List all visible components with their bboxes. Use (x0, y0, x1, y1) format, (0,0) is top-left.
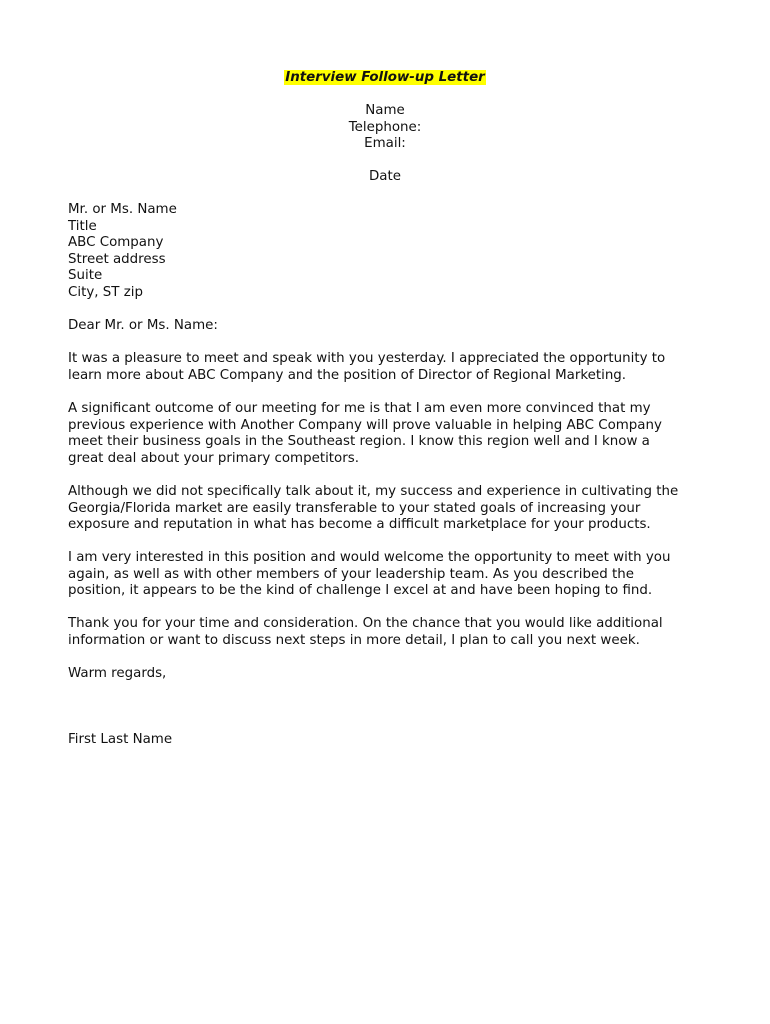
closing: Warm regards, (68, 666, 167, 681)
paragraph-line: again, as well as with other members of your leadership team. As you described the (68, 566, 634, 582)
recipient-name: Mr. or Ms. Name (68, 202, 177, 217)
recipient-city: City, ST zip (68, 284, 143, 300)
paragraph-line: exposure and reputation in what has become a difficult marketplace for your products. (68, 517, 651, 533)
title-container (0, 69, 770, 86)
salutation: Dear Mr. or Ms. Name: (68, 318, 218, 333)
letter-date: Date (368, 169, 401, 184)
recipient-block (68, 202, 708, 302)
paragraph-line: It was a pleasure to meet and speak with you yesterday. I appreciated the opportunity to (68, 351, 666, 366)
recipient-street: Street address (68, 251, 166, 267)
sender-email: Email: (364, 136, 406, 152)
paragraph-line: information or want to discuss next steps in more detail, I plan to call you next week. (68, 632, 640, 648)
paragraph-line: learn more about ABC Company and the position of Director of Regional Marketing. (68, 367, 627, 383)
paragraph-line: meet their business goals in the Southeast region. I know this region well and I know a (68, 434, 650, 450)
paragraph-line: A significant outcome of our meeting for me is that I am even more convinced that my (68, 401, 651, 416)
letter-title: Interview Follow-up Letter (285, 70, 485, 85)
paragraph-1 (68, 351, 708, 384)
paragraph-5 (68, 616, 708, 649)
paragraph-line: Georgia/Florida market are easily transferable to your stated goals of increasing your (68, 500, 641, 516)
paragraph-4 (68, 550, 708, 600)
sender-name: Name (365, 103, 405, 118)
signature-name: First Last Name (68, 732, 173, 747)
paragraph-line: Thank you for your time and consideration. On the chance that you would like additional (68, 616, 663, 631)
sender-telephone: Telephone: (348, 119, 422, 135)
paragraph-3 (68, 484, 708, 534)
recipient-suite: Suite (68, 268, 103, 284)
paragraph-line: position, it appears to be the kind of challenge I excel at and have been hoping to find. (68, 583, 653, 599)
recipient-title: Title (68, 218, 97, 234)
recipient-company: ABC Company (68, 235, 164, 251)
paragraph-2 (68, 401, 708, 467)
paragraph-line: I am very interested in this position and would welcome the opportunity to meet with you (68, 550, 671, 565)
paragraph-line: previous experience with Another Company will prove valuable in helping ABC Company (68, 417, 662, 433)
sender-block (0, 103, 770, 153)
paragraph-line: Although we did not specifically talk about it, my success and experience in cultivating the (68, 484, 679, 499)
paragraph-line: great deal about your primary competitors. (68, 450, 359, 466)
